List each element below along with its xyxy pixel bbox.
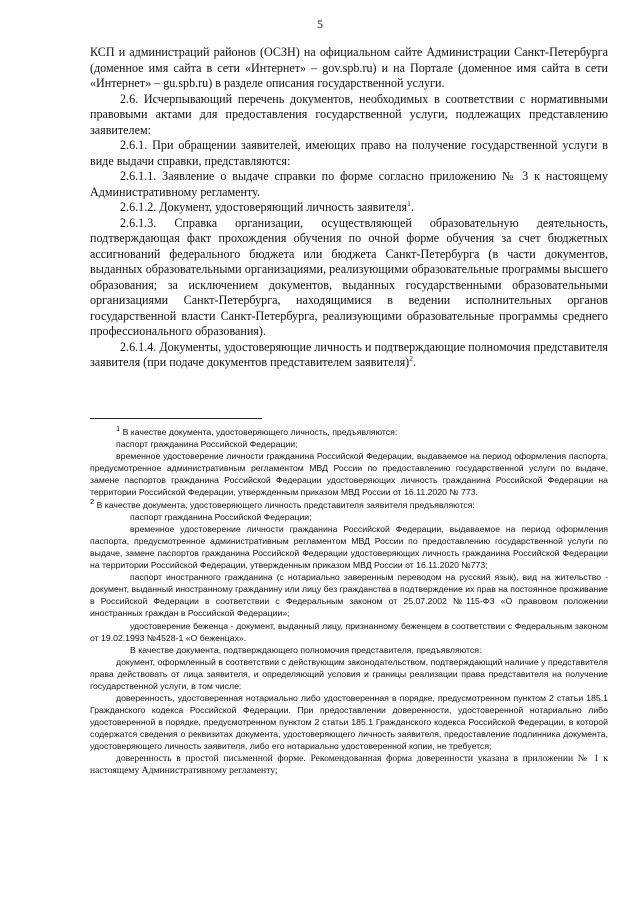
footnote-2-intro bbox=[90, 496, 608, 511]
paragraph-2-6-1-4-text: 2.6.1.4. Документы, удостоверяющие личность и подтверждающие полномочия представителя заявителя (при подаче документов представителем заявителя) bbox=[90, 339, 608, 369]
footnote-ref-1[interactable]: 1 bbox=[407, 198, 411, 208]
paragraph-2-6-1-1: 2.6.1.1. Заявление о выдаче справки по форме согласно приложению № 3 к настоящему Административному регламенту. bbox=[90, 169, 608, 199]
footnote-1-item-passport: паспорт гражданина Российской Федерации; bbox=[116, 439, 298, 450]
footnote-ref-2[interactable]: 2 bbox=[409, 353, 413, 363]
paragraph-2-6-1-4 bbox=[90, 340, 608, 371]
paragraph-2-6-1-2 bbox=[90, 200, 608, 216]
paragraph-2-6-1-3: 2.6.1.3. Справка организации, осуществляющей образовательную деятельность, подтверждающая факт прохождения обучения по очной форме обучения за счет бюджетных ассигнований федерального бюджета или бюджета Санкт-Петербурга (в части документов, выданных образовательными организациями, реализующими образовательные программы высшего образования; за исключением документов, выданных государственными образовательными организациями Санкт-Петербурга, находящимися в ведении исполнительных органов государственной власти Санкт-Петербурга, реализующими образовательные программы среднего профессионального образования). bbox=[90, 215, 608, 338]
footnote-3-item-simple-power: доверенность в простой письменной форме. Рекомендованная форма доверенности указана в приложении № 1 к настоящему Административному регламенту; bbox=[90, 752, 608, 777]
footnote-separator bbox=[90, 418, 262, 419]
footnote-3-item-document: документ, оформленный в соответствии с действующим законодательством, подтверждающий наличие у представителя права действовать от лица заявителя, и определяющий условия и границы реализации права представителя на получение государственной услуги, в том числе: bbox=[90, 656, 608, 691]
footnote-2-item-foreign-passport: паспорт иностранного гражданина (с нотариально заверенным переводом на русский язык), вид на жительство - документ, выданный иностранному гражданину или лицу без гражданства в подтверждение их прав на постоянное проживание в Российской Федерации в соответствии с Федеральным законом от 25.07.2002 №115-ФЗ «О правовом положении иностранных граждан в Российской Федерации»; bbox=[90, 572, 609, 619]
footnote-1-intro bbox=[90, 426, 608, 438]
paragraph-info-sites: КСП и администраций районов (ОСЗН) на официальном сайте Администрации Санкт-Петербурга (доменное имя сайта в сети «Интернет» – gov.spb.ru) и на Портале (доменное имя сайта в сети «Интернет» – gu.spb.ru) в разделе описания государственной услуги. bbox=[90, 45, 608, 90]
footnotes bbox=[90, 426, 608, 778]
footnote-3-item-notarized-power: доверенность, удостоверенная нотариально либо удостоверенная в порядке, предусмотренном пунктом 2 статьи 185.1 Гражданского кодекса Российской Федерации. При предоставлении доверенности, удостоверенной нотариально либо удостоверенной в порядке, предусмотренном пунктом 2 статьи 185.1 Гражданского кодекса Российской Федерации, в которой содержатся сведения о реквизитах документа, удостоверяющего личность заявителя, предоставление подлинника документа, удостоверяющего личность заявителя, либо его нотариально удостоверенной копии, не требуется; bbox=[90, 693, 608, 752]
paragraph-2-6-1-2-end: . bbox=[410, 200, 414, 214]
paragraph-2-6-1-2-text: 2.6.1.2. Документ, удостоверяющий личность заявителя bbox=[120, 200, 408, 214]
footnote-2-item-refugee-id: удостоверение беженца - документ, выданный лицу, признанному беженцем в соответствии с Федеральным законом от 19.02.1993 №4528-1 «О беженцах». bbox=[90, 620, 608, 643]
footnote-1-intro-text: В качестве документа, удостоверяющего личность, предъявляются: bbox=[120, 427, 398, 437]
footnote-2-mark: 2 bbox=[90, 496, 95, 506]
paragraph-2-6-1: 2.6.1. При обращении заявителей, имеющих право на получение государственной услуги в виде выдачи справки, представляются: bbox=[90, 138, 608, 168]
paragraph-2-6: 2.6. Исчерпывающий перечень документов, необходимых в соответствии с нормативными правовыми актами для предоставления государственной услуги, подлежащих представлению заявителем: bbox=[90, 91, 608, 137]
page-number: 5 bbox=[317, 17, 323, 31]
footnote-1-mark: 1 bbox=[116, 424, 121, 434]
footnote-2-intro-text: В качестве документа, удостоверяющего личность представителя заявителя предъявляются: bbox=[94, 499, 475, 510]
footnote-1-item-temporary-id: временное удостоверение личности гражданина Российской Федерации, выдаваемое на период оформления паспорта, предусмотренное административным регламентом МВД России по предоставлению государственной услуги по выдаче, замене паспортов гражданина Российской Федерации удостоверяющих личность гражданина Российской Федерации на территории Российской Федерации, утвержденным приказом МВД России от 16.11.2020 № 773. bbox=[90, 451, 608, 498]
footnote-2-item-passport: паспорт гражданина Российской Федерации; bbox=[130, 511, 312, 522]
main-text bbox=[90, 45, 608, 371]
paragraph-2-6-1-4-end: . bbox=[412, 355, 416, 369]
footnote-2-item-temporary-id: временное удостоверение личности гражданина Российской Федерации, выдаваемое на период оформления паспорта, предусмотренное административным регламентом МВД России по предоставлению государственной услуги по выдаче, замене паспортов гражданина Российской Федерации удостоверяющих личность гражданина Российской Федерации на территории Российской Федерации, утвержденным приказом МВД России от 16.11.2020 №773; bbox=[90, 523, 608, 571]
footnote-3-intro: В качестве документа, подтверждающего полномочия представителя, предъявляются: bbox=[130, 644, 482, 655]
